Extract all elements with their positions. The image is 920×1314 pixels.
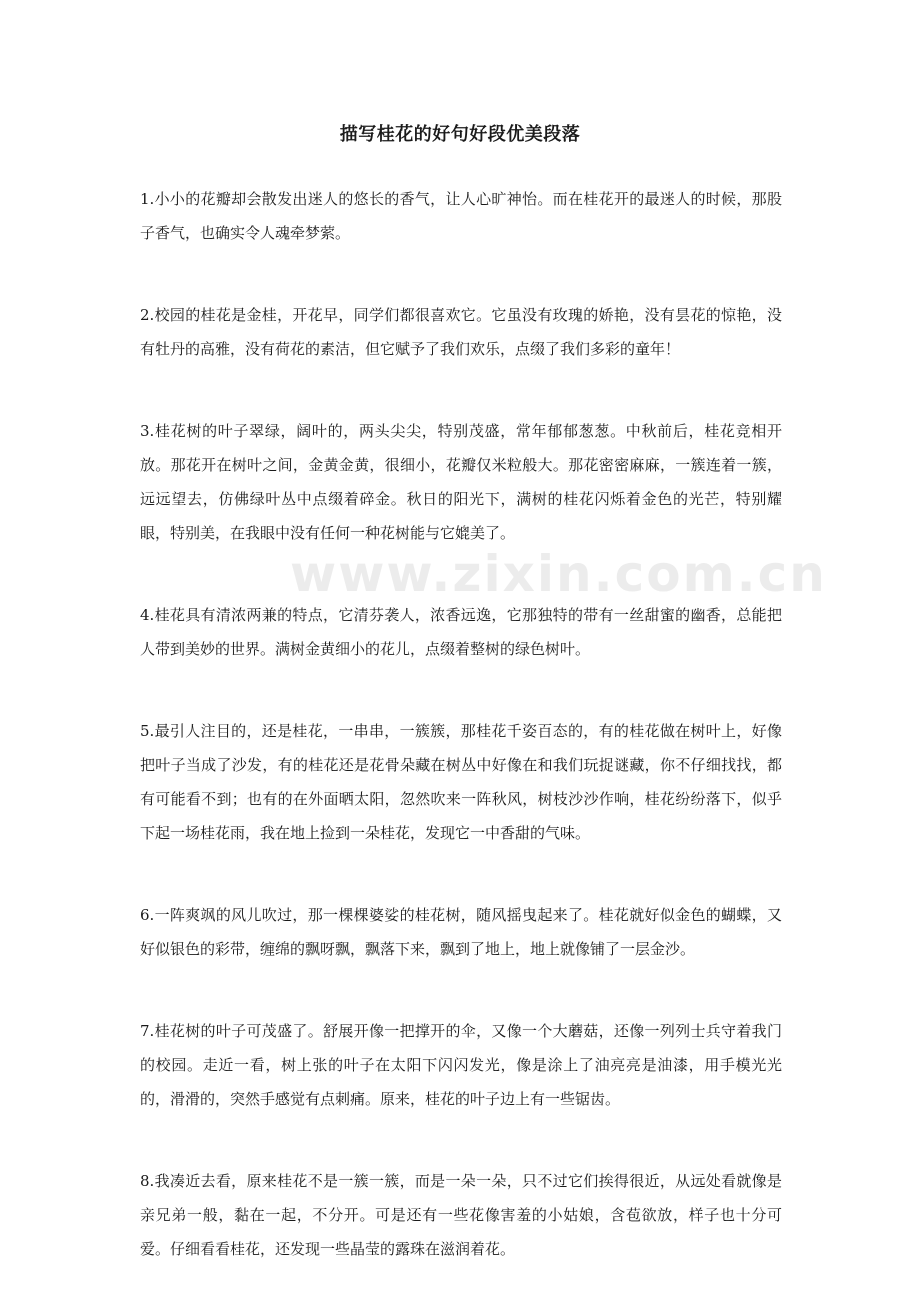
document-title: 描写桂花的好句好段优美段落	[339, 124, 581, 145]
paragraph-5: 5.最引人注目的，还是桂花，一串串，一簇簇，那桂花千姿百态的，有的桂花做在树叶上，好像把叶子当成了沙发，有的桂花还是花骨朵藏在树丛中好像在和我们玩捉谜藏，你不仔细找找，都有可能看不到；也有的在外面晒太阳，忽然吹来一阵秋风，树枝沙沙作响，桂花纷纷落下，似乎下起一场桂花雨，我在地上捡到一朵桂花，发现它一中香甜的气味。	[140, 722, 782, 842]
document-body	[140, 182, 782, 1314]
paragraph-7: 7.桂花树的叶子可茂盛了。舒展开像一把撑开的伞，又像一个大蘑菇，还像一列列士兵守着我门的校园。走近一看，树上张的叶子在太阳下闪闪发光，像是涂上了油亮亮是油漆，用手模光光的，滑滑的，突然手感觉有点刺痛。原来，桂花的叶子边上有一些锯齿。	[140, 1022, 782, 1108]
paragraph-8: 8.我凑近去看，原来桂花不是一簇一簇，而是一朵一朵，只不过它们挨得很近，从远处看就像是亲兄弟一般，黏在一起，不分开。可是还有一些花像害羞的小姑娘，含苞欲放，样子也十分可爱。仔细看看桂花，还发现一些晶莹的露珠在滋润着花。	[140, 1172, 782, 1258]
paragraph-2: 2.校园的桂花是金桂，开花早，同学们都很喜欢它。它虽没有玫瑰的娇艳，没有昙花的惊艳，没有牡丹的高雅，没有荷花的素洁，但它赋予了我们欢乐，点缀了我们多彩的童年！	[140, 306, 782, 358]
paragraph-4: 4.桂花具有清浓两兼的特点，它清芬袭人，浓香远逸，它那独特的带有一丝甜蜜的幽香，总能把人带到美妙的世界。满树金黄细小的花儿，点缀着整树的绿色树叶。	[140, 606, 782, 658]
site-watermark: www.zixin.com.cn	[290, 545, 827, 603]
paragraph-6: 6.一阵爽飒的风儿吹过，那一棵棵婆娑的桂花树，随风摇曳起来了。桂花就好似金色的蝴蝶，又好似银色的彩带，缠绵的飘呀飘，飘落下来，飘到了地上，地上就像铺了一层金沙。	[140, 906, 782, 958]
paragraph-3: 3.桂花树的叶子翠绿，阔叶的，两头尖尖，特别茂盛，常年郁郁葱葱。中秋前后，桂花竞相开放。那花开在树叶之间，金黄金黄，很细小，花瓣仅米粒般大。那花密密麻麻，一簇连着一簇，远远望去，仿佛绿叶丛中点缀着碎金。秋日的阳光下，满树的桂花闪烁着金色的光芒，特别耀眼，特别美，在我眼中没有任何一种花树能与它媲美了。	[140, 422, 782, 542]
paragraph-1: 1.小小的花瓣却会散发出迷人的悠长的香气，让人心旷神怡。而在桂花开的最迷人的时候，那股子香气，也确实令人魂牵梦萦。	[140, 190, 782, 242]
